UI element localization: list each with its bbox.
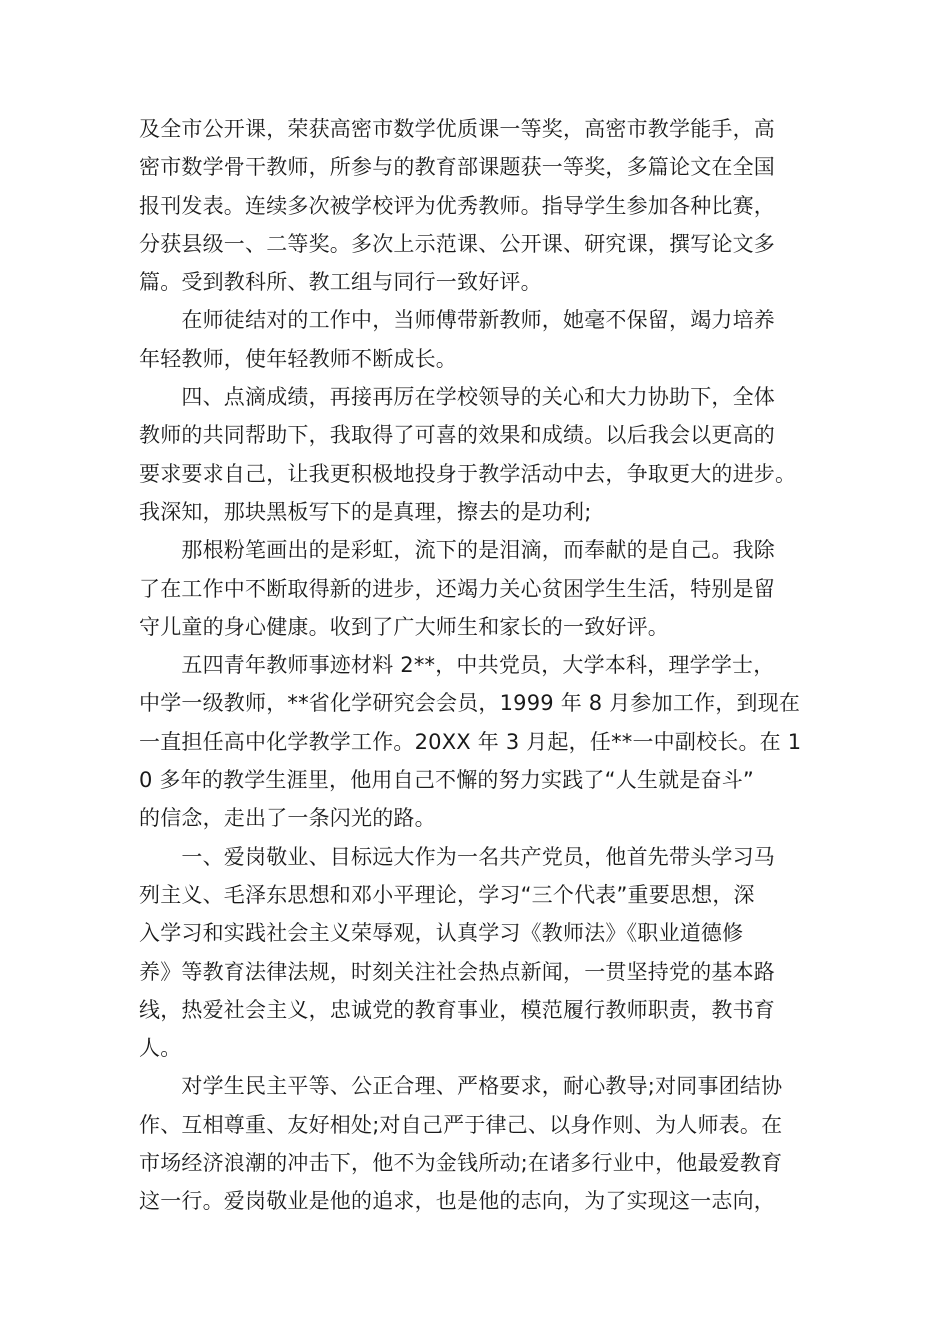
text-line: 我深知，那块黑板写下的是真理，擦去的是功利; [139, 499, 592, 524]
text-line: 线，热爱社会主义，忠诚党的教育事业，模范履行教师职责，教书育 [139, 997, 775, 1022]
text-line: 入学习和实践社会主义荣辱观，认真学习《教师法》《职业道德修 [139, 921, 744, 946]
text-line: 对学生民主平等、公正合理、严格要求，耐心教导;对同事团结协 [139, 1074, 783, 1099]
text-line: 市场经济浪潮的冲击下，他不为金钱所动;在诸多行业中，他最爱教育 [139, 1151, 783, 1176]
text-line: 四、点滴成绩，再接再厉在学校领导的关心和大力协助下，全体 [139, 385, 775, 410]
text-line: 要求要求自己，让我更积极地投身于教学活动中去，争取更大的进步。 [139, 461, 797, 486]
text-line: 养》等教育法律法规，时刻关注社会热点新闻，一贯坚持党的基本路 [139, 959, 775, 984]
text-line: 报刊发表。连续多次被学校评为优秀教师。指导学生参加各种比赛， [139, 193, 775, 218]
text-line: 列主义、毛泽东思想和邓小平理论，学习“三个代表”重要思想，深 [139, 882, 755, 907]
text-line: 作、互相尊重、友好相处;对自己严于律己、以身作则、为人师表。在 [139, 1112, 783, 1137]
text-line: 那根粉笔画出的是彩虹，流下的是泪滴，而奉献的是自己。我除 [139, 538, 775, 563]
body-text [139, 110, 829, 1221]
text-line: 年轻教师，使年轻教师不断成长。 [139, 346, 457, 371]
text-line: 篇。受到教科所、教工组与同行一致好评。 [139, 270, 542, 295]
text-line: 分获县级一、二等奖。多次上示范课、公开课、研究课，撰写论文多 [139, 231, 775, 256]
text-line: 一、爱岗敬业、目标远大作为一名共产党员，他首先带头学习马 [139, 844, 775, 869]
text-line: 中学一级教师，**省化学研究会会员，1999 年 8 月参加工作，到现在 [139, 691, 801, 716]
text-line: 的信念，走出了一条闪光的路。 [139, 806, 436, 831]
text-line: 教师的共同帮助下，我取得了可喜的效果和成绩。以后我会以更高的 [139, 423, 775, 448]
text-line: 五四青年教师事迹材料 2**，中共党员，大学本科，理学学士， [139, 653, 775, 678]
text-line: 一直担任高中化学教学工作。20XX 年 3 月起，任**一中副校长。在 1 [139, 729, 802, 754]
text-line: 在师徒结对的工作中，当师傅带新教师，她毫不保留，竭力培养 [139, 308, 775, 333]
text-line: 了在工作中不断取得新的进步，还竭力关心贫困学生生活，特别是留 [139, 576, 775, 601]
text-line: 守儿童的身心健康。收到了广大师生和家长的一致好评。 [139, 614, 669, 639]
text-line: 0 多年的教学生涯里，他用自己不懈的努力实践了“人生就是奋斗” [139, 768, 754, 793]
text-line: 密市数学骨干教师，所参与的教育部课题获一等奖，多篇论文在全国 [139, 155, 775, 180]
text-line: 这一行。爱岗敬业是他的追求，也是他的志向，为了实现这一志向， [139, 1189, 775, 1214]
text-line: 及全市公开课，荣获高密市数学优质课一等奖，高密市教学能手，高 [139, 117, 775, 141]
text-line: 人。 [139, 1036, 182, 1061]
